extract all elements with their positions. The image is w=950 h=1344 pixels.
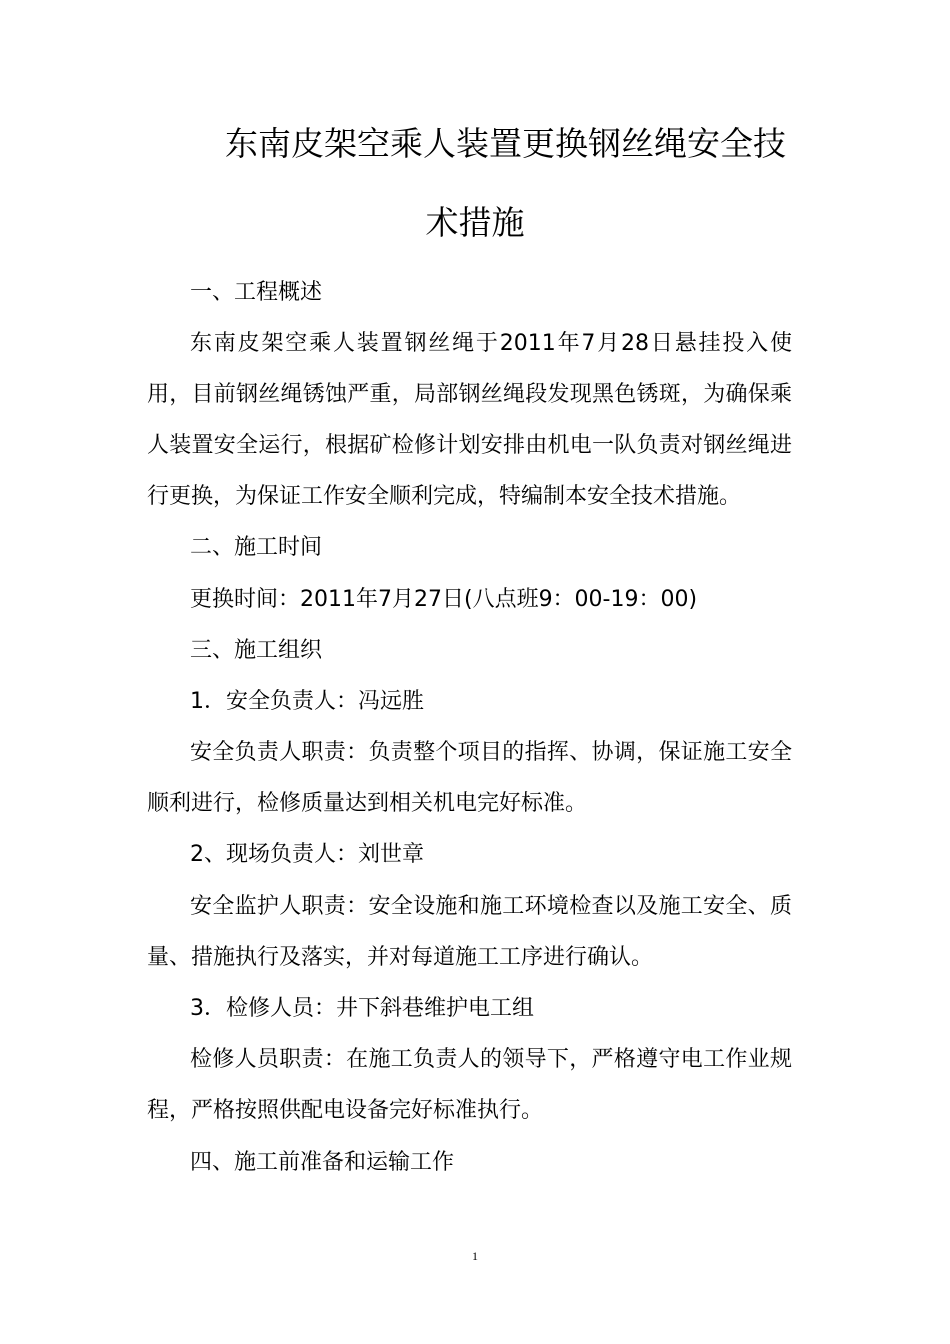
paragraph-line: 3．检修人员：井下斜巷维护电工组 xyxy=(190,996,534,1021)
paragraph-line: 2、现场负责人：刘世章 xyxy=(190,842,424,867)
paragraph-line: 人装置安全运行，根据矿检修计划安排由机电一队负责对钢丝绳进 xyxy=(147,433,792,458)
paragraph-line: 量、措施执行及落实，并对每道施工工序进行确认。 xyxy=(147,945,654,970)
paragraph-line: 安全监护人职责：安全设施和施工环境检查以及施工安全、质 xyxy=(190,894,792,919)
paragraph-line: 1．安全负责人：冯远胜 xyxy=(190,689,424,714)
page-number: 1 xyxy=(472,1249,478,1263)
paragraph-line: 用，目前钢丝绳锈蚀严重，局部钢丝绳段发现黑色锈斑，为确保乘 xyxy=(147,382,792,407)
paragraph-line: 更换时间：2011年7月27日(八点班9：00-19：00) xyxy=(190,587,698,612)
document-title-line-1: 东南皮架空乘人装置更换钢丝绳安全技 xyxy=(225,124,786,163)
paragraph-line: 东南皮架空乘人装置钢丝绳于2011年7月28日悬挂投入使 xyxy=(190,331,792,356)
paragraph-line: 安全负责人职责：负责整个项目的指挥、协调，保证施工安全 xyxy=(190,740,792,765)
document-title-line-2: 术措施 xyxy=(425,203,525,242)
section-heading-overview: 一、工程概述 xyxy=(190,280,323,305)
section-heading-time: 二、施工时间 xyxy=(190,535,323,560)
section-heading-organization: 三、施工组织 xyxy=(190,638,323,663)
paragraph-line: 顺利进行，检修质量达到相关机电完好标准。 xyxy=(147,791,588,816)
paragraph-line: 检修人员职责：在施工负责人的领导下，严格遵守电工作业规 xyxy=(190,1047,792,1072)
paragraph-line: 程，严格按照供配电设备完好标准执行。 xyxy=(147,1098,544,1123)
section-heading-preparation: 四、施工前准备和运输工作 xyxy=(190,1150,455,1175)
paragraph-line: 行更换，为保证工作安全顺利完成，特编制本安全技术措施。 xyxy=(147,484,742,509)
